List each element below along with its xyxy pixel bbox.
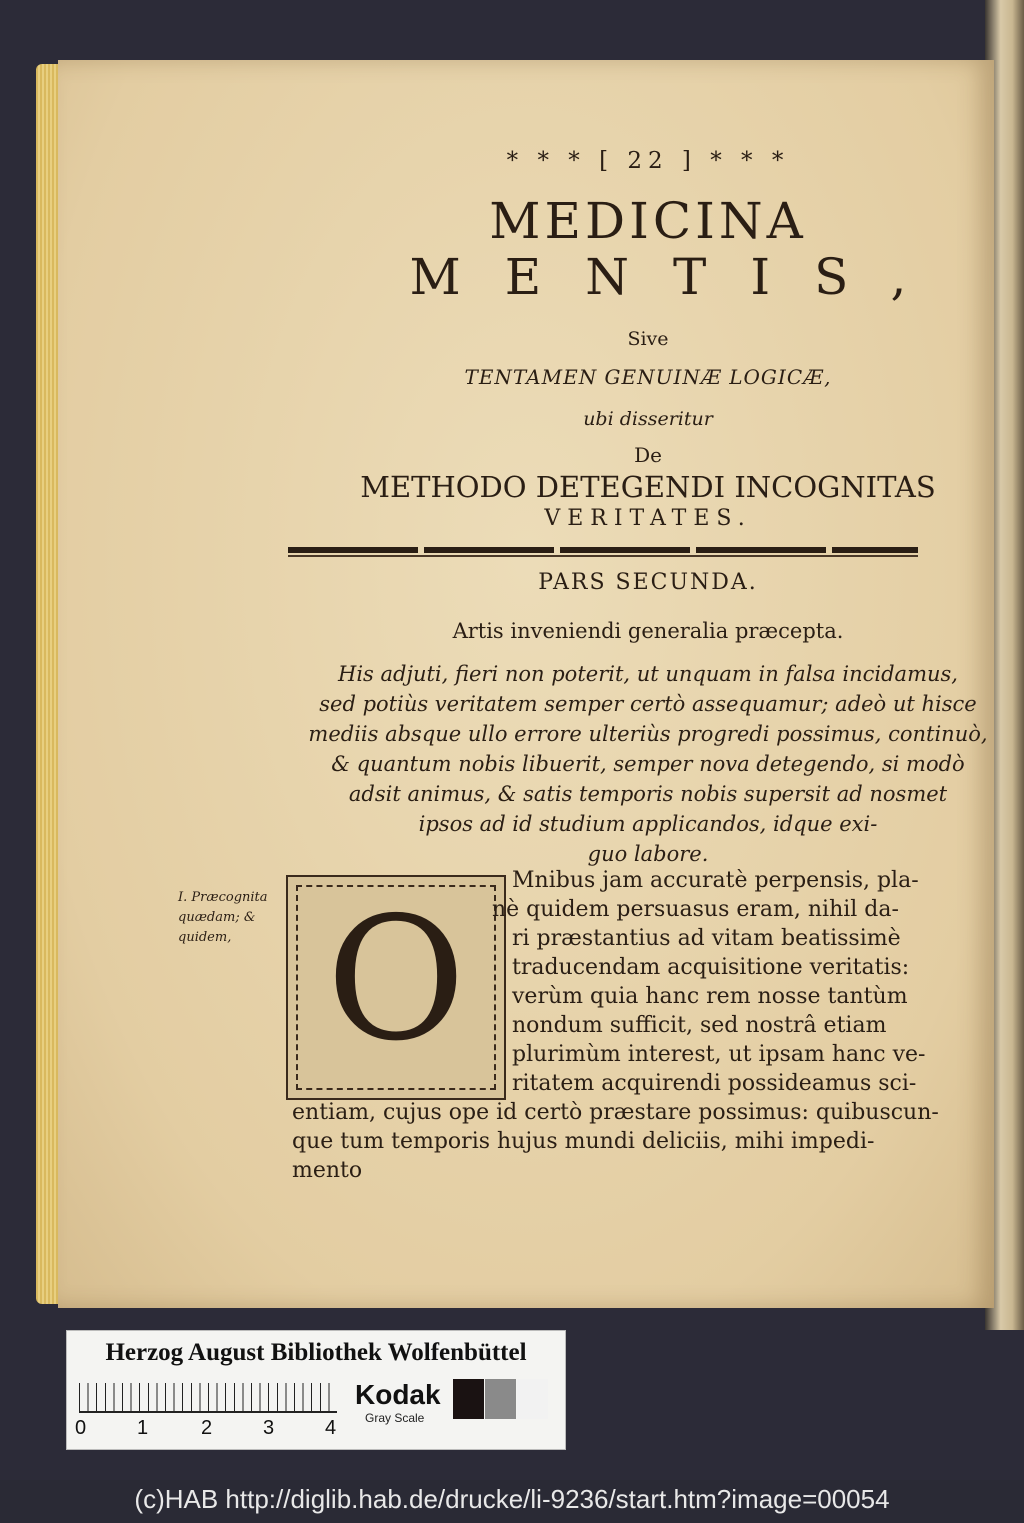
italic-line: mediis absque ullo errore ulteriùs progredi possimus, continuò, — [308, 722, 988, 746]
margin-note: I. Præcognita — [178, 890, 268, 905]
body-line: ri præstantius ad vitam beatissimè — [512, 926, 901, 951]
title-line-1: MEDICINA — [489, 192, 807, 250]
book-page — [58, 60, 994, 1308]
ruler-number: 1 — [137, 1417, 149, 1439]
kodak-logo: Kodak — [355, 1379, 441, 1410]
library-name: Herzog August Bibliothek Wolfenbüttel — [105, 1339, 527, 1366]
italic-line: ipsos ad id studium applicandos, idque exi- — [418, 812, 878, 836]
italic-line: His adjuti, fieri non poterit, ut unquam in falsa incidamus, — [338, 662, 958, 686]
title-line-2: MENTIS, — [409, 248, 951, 306]
catchword: mento — [292, 1158, 363, 1183]
italic-line: & quantum nobis libuerit, semper nova detegendo, si modò — [331, 752, 965, 776]
body-line: Mnibus jam accuratè perpensis, pla- — [512, 868, 919, 893]
method-heading-line-1: METHODO DETEGENDI INCOGNITAS — [360, 470, 936, 504]
ruler-number: 4 — [325, 1417, 337, 1439]
gray-swatch — [517, 1379, 548, 1419]
gray-swatch — [485, 1379, 516, 1419]
gray-scale-label: Gray Scale — [365, 1411, 425, 1425]
ubi-text: ubi disseritur — [583, 408, 713, 430]
initial-letter: O — [326, 881, 466, 1079]
body-line: plurimùm interest, ut ipsam hanc ve- — [512, 1042, 926, 1067]
copyright-footer: (c)HAB http://diglib.hab.de/drucke/li-9236/start.htm?image=00054 — [134, 1484, 890, 1514]
section-rule-thin — [288, 555, 918, 557]
body-line: traducendam acquisitione veritatis: — [512, 955, 910, 980]
body-line: que tum temporis hujus mundi deliciis, mihi impedi- — [292, 1129, 875, 1154]
part-heading: PARS SECUNDA. — [538, 570, 758, 595]
section-rule — [288, 547, 918, 553]
italic-line: sed potiùs veritatem semper certò assequamur; adeò ut hisce — [319, 692, 977, 716]
library-color-card — [66, 1330, 566, 1450]
italic-line: adsit animus, & satis temporis nobis supersit ad nosmet — [348, 782, 948, 806]
method-heading-line-2: VERITATES. — [544, 506, 752, 531]
italic-line: guo labore. — [587, 842, 709, 866]
de-text: De — [634, 443, 662, 467]
page-number: * * * [ 22 ] * * * — [506, 148, 790, 174]
body-line: ritatem acquirendi possideamus sci- — [512, 1071, 917, 1096]
decorated-initial — [286, 875, 506, 1100]
ruler-number: 0 — [75, 1417, 87, 1439]
ruler-number: 2 — [201, 1417, 213, 1439]
margin-note: quædam; & — [178, 910, 256, 925]
ruler-number: 3 — [263, 1417, 275, 1439]
body-line: verùm quia hanc rem nosse tantùm — [512, 984, 908, 1009]
scale-ruler — [79, 1383, 337, 1413]
body-line: nondum sufficit, sed nostrâ etiam — [512, 1013, 887, 1038]
subtitle: TENTAMEN GENUINÆ LOGICÆ, — [464, 365, 832, 389]
chapter-heading: Artis inveniendi generalia præcepta. — [452, 619, 844, 643]
body-line: entiam, cujus ope id certò præstare possimus: quibuscun- — [292, 1100, 939, 1125]
gray-swatch — [453, 1379, 484, 1419]
body-line: nè quidem persuasus eram, nihil da- — [492, 897, 899, 922]
sive-text: Sive — [627, 328, 669, 350]
margin-note: quidem, — [178, 930, 232, 945]
